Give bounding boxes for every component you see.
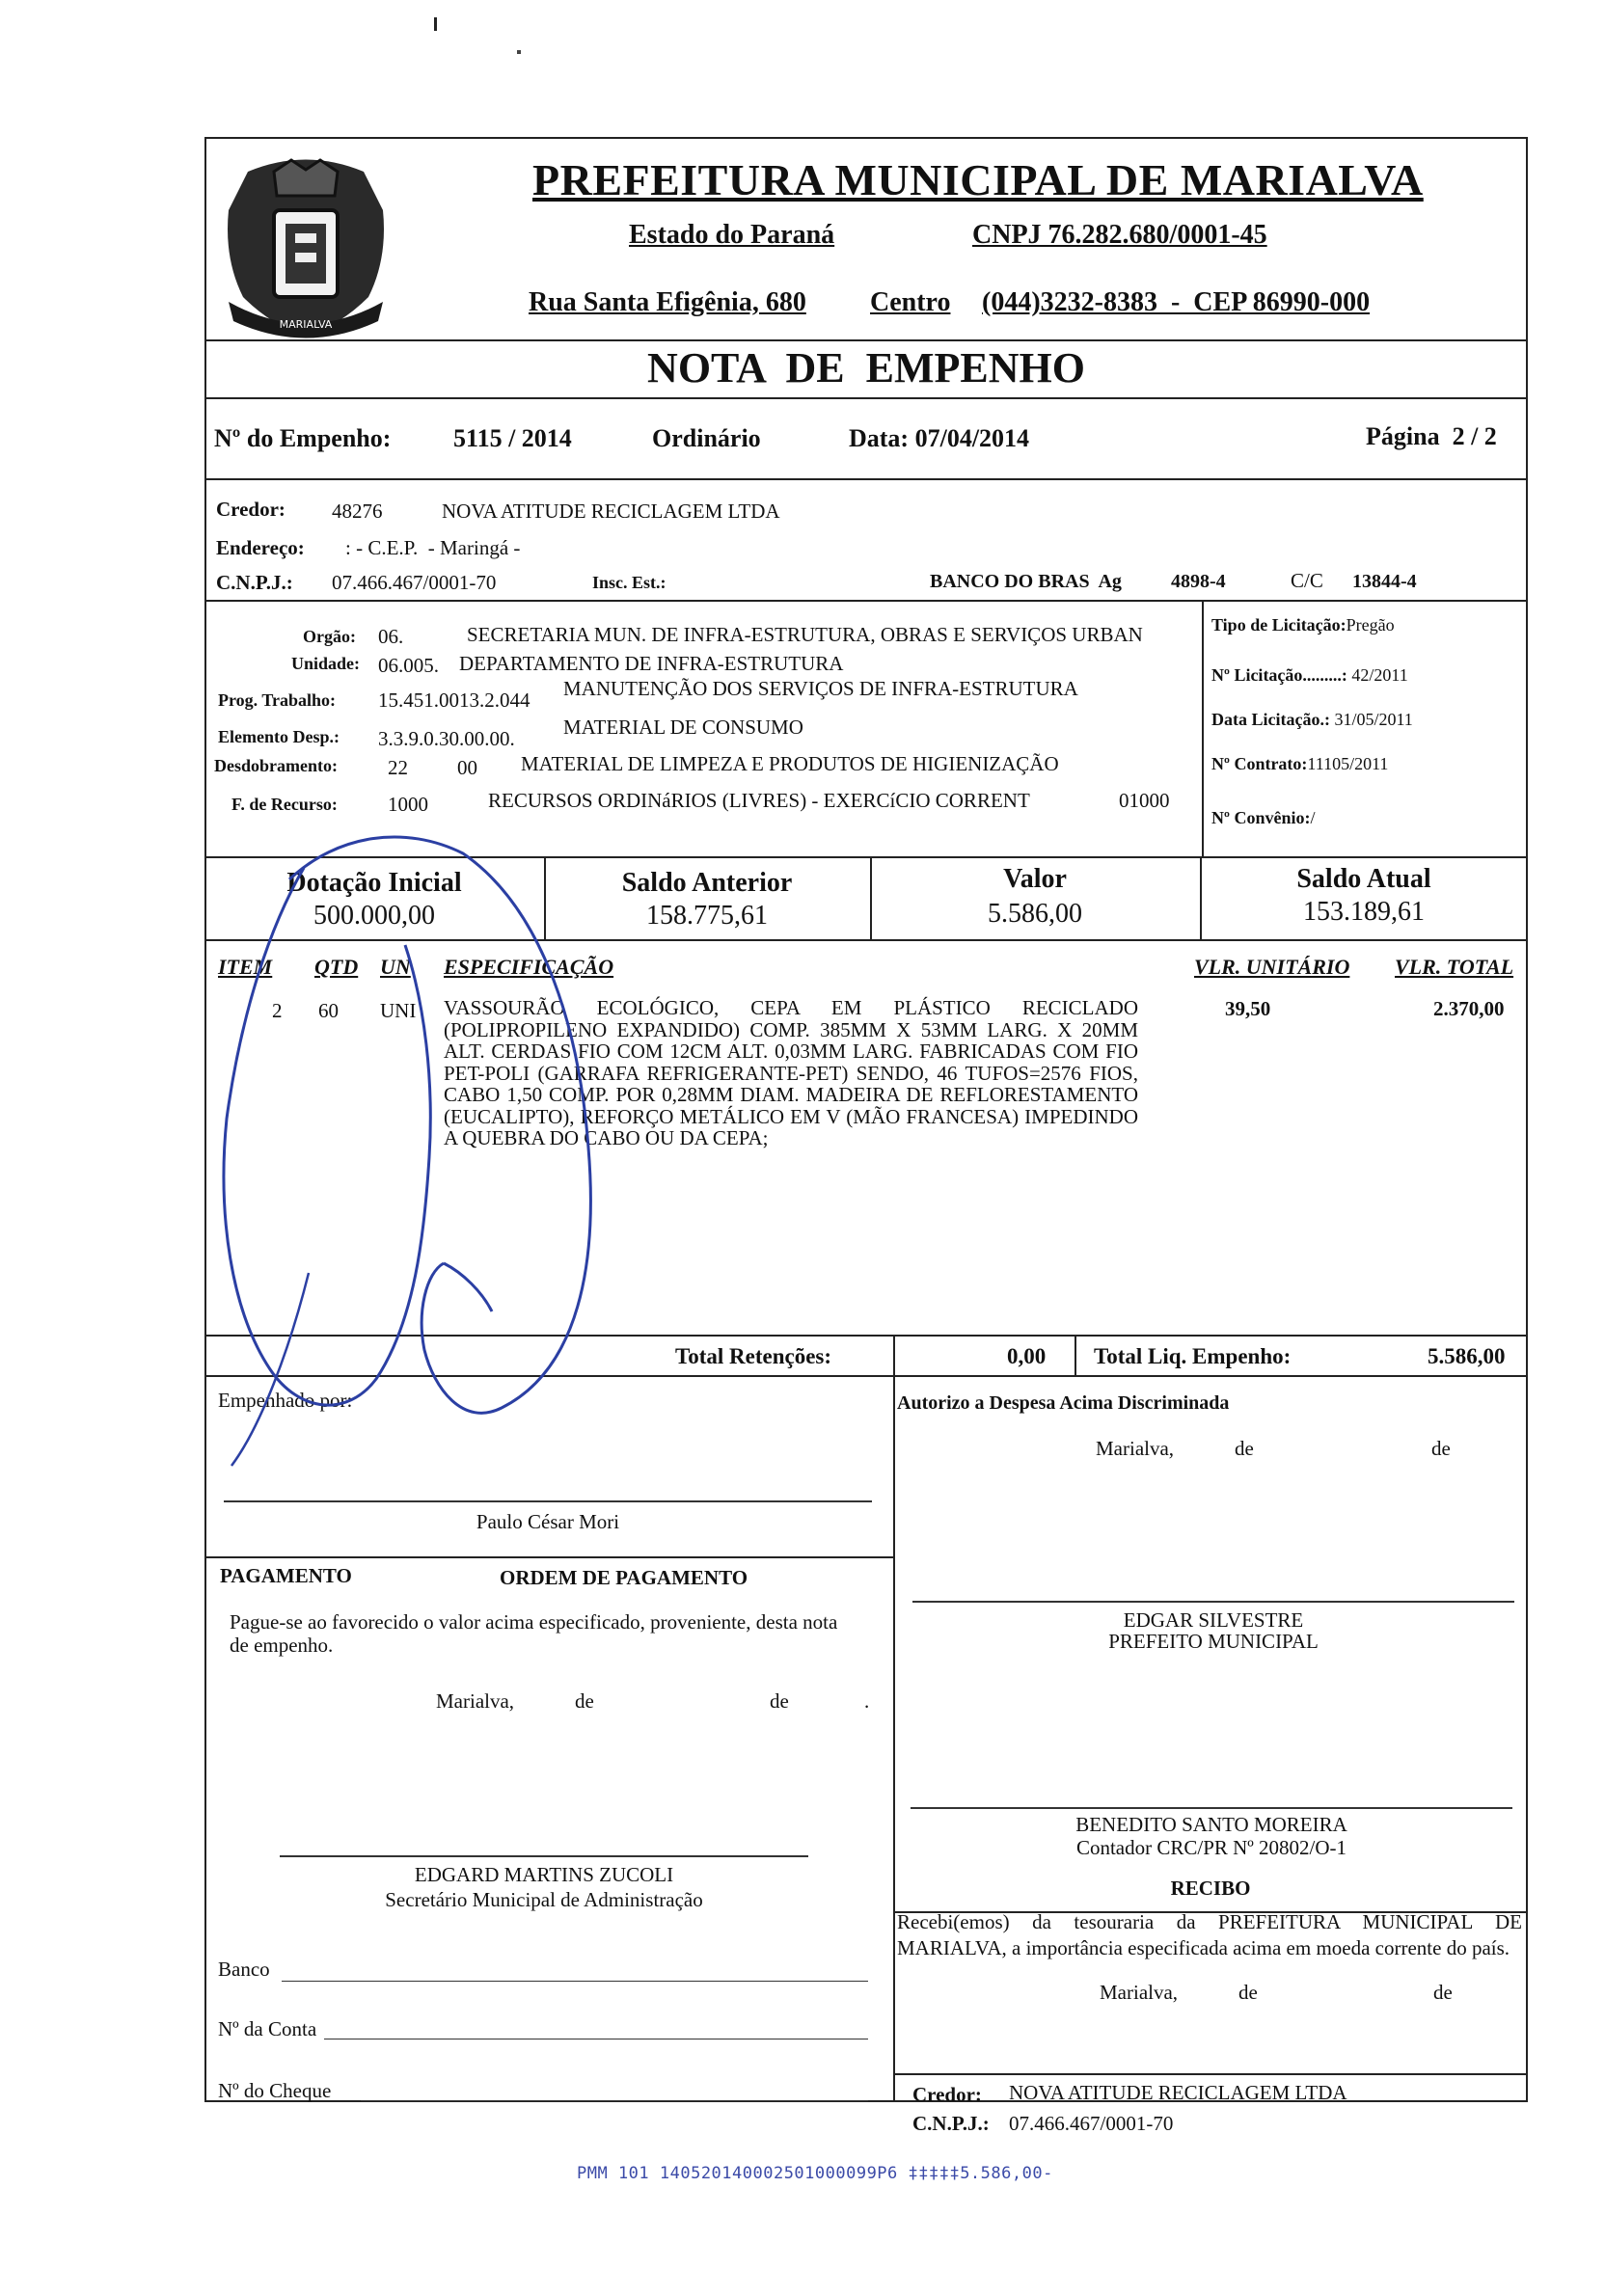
dotacao-inicial-value: 500.000,00 xyxy=(313,901,435,931)
valor-label: Valor xyxy=(1003,864,1067,894)
secretario-name: EDGARD MARTINS ZUCOLI xyxy=(414,1863,674,1886)
empenhado-label: Empenhado por: xyxy=(218,1389,353,1412)
col-header-espec: ESPECIFICAÇÃO xyxy=(444,955,614,979)
tipo-licitacao-label: Tipo de Licitação:Pregão xyxy=(1211,615,1395,635)
secretario-signature-line xyxy=(280,1855,808,1857)
fonte-recurso-code: 1000 xyxy=(388,793,428,816)
cnpj-value: 07.466.467/0001-70 xyxy=(332,571,497,594)
empenho-type: Ordinário xyxy=(652,424,761,452)
desdobramento-code: 22 xyxy=(388,756,408,779)
payment-stamp: PMM 101 140520140002501000099P6 ‡‡‡‡‡5.586,00- xyxy=(577,2164,1053,2183)
recibo-de1: de xyxy=(1238,1981,1258,2004)
valor-value: 5.586,00 xyxy=(988,899,1082,929)
header-cnpj: CNPJ 76.282.680/0001-45 xyxy=(972,220,1267,250)
contador-signature-line xyxy=(911,1807,1512,1809)
pagamento-city: Marialva, xyxy=(436,1689,515,1713)
bank-name: BANCO DO BRAS Ag xyxy=(930,571,1122,592)
total-liquido-label: Total Liq. Empenho: xyxy=(1094,1344,1292,1368)
pagamento-de2: de xyxy=(770,1689,789,1713)
header-title: PREFEITURA MUNICIPAL DE MARIALVA xyxy=(532,155,1424,204)
header-state: Estado do Paraná xyxy=(629,220,835,250)
autorizo-label: Autorizo a Despesa Acima Discriminada xyxy=(897,1392,1230,1414)
autorizo-de2: de xyxy=(1431,1437,1451,1460)
page-number: Página 2 / 2 xyxy=(1366,422,1497,450)
item-qtd: 60 xyxy=(318,999,339,1022)
recibo-label: RECIBO xyxy=(1170,1877,1251,1900)
conta-label: Nº da Conta xyxy=(218,2017,317,2040)
elemento-code: 3.3.9.0.30.00.00. xyxy=(378,727,515,750)
empenho-date: Data: 07/04/2014 xyxy=(849,424,1030,452)
item-vlr-unit: 39,50 xyxy=(1225,997,1271,1020)
recibo-text: Recebi(emos) da tesouraria da PREFEITURA MUNICIPAL DE MARIALVA, a importância especificada acima em moeda corrente do país. xyxy=(897,1910,1522,1959)
col-header-item: ITEM xyxy=(218,955,273,979)
unidade-code: 06.005. xyxy=(378,654,439,677)
bank-agency: 4898-4 xyxy=(1171,571,1226,592)
document-title: NOTA DE EMPENHO xyxy=(647,344,1085,392)
fonte-recurso-label: F. de Recurso: xyxy=(231,795,338,814)
endereco-label: Endereço: xyxy=(216,536,305,559)
orgao-name: SECRETARIA MUN. DE INFRA-ESTRUTURA, OBRAS E SERVIÇOS URBAN xyxy=(467,623,1143,646)
empenho-number: 5115 / 2014 xyxy=(453,424,572,452)
col-header-qtd: QTD xyxy=(314,955,359,979)
col-header-vlr-unit: VLR. UNITÁRIO xyxy=(1194,955,1350,979)
cc-label: C/C xyxy=(1291,569,1323,592)
credor-label: Credor: xyxy=(216,498,286,521)
banco-line xyxy=(282,1981,868,1982)
prog-trabalho-code: 15.451.0013.2.044 xyxy=(378,689,530,712)
data-licitacao-label: Data Licitação.: 31/05/2011 xyxy=(1211,710,1413,729)
dotacao-inicial-label: Dotação Inicial xyxy=(286,868,462,898)
total-retencoes-label: Total Retenções: xyxy=(675,1344,832,1368)
elemento-label: Elemento Desp.: xyxy=(218,727,340,746)
recibo-cnpj-label: C.N.P.J.: xyxy=(912,2112,990,2135)
handwritten-signature xyxy=(174,810,675,1504)
recibo-city: Marialva, xyxy=(1100,1981,1179,2004)
pagamento-dot: . xyxy=(864,1689,870,1713)
item-description: VASSOURÃO ECOLÓGICO, CEPA EM PLÁSTICO RECICLADO (POLIPROPILENO EXPANDIDO) COMP. 385MM X 53MM LARG. X 20MM ALT. CERDAS FIO COM 12CM ALT. 0,03MM LARG. FABRICADAS COM FIO PET-POLI (GARRAFA REFRIGERANTE-PET) SENDO, 46 TUFOS=2576 FIOS, CABO 1,50 COMP. POR 0,28MM DIAM. MADEIRA DE REFLORESTAMENTO (EUCALIPTO), REFORÇO METÁLICO EM V (MÃO FRANCESA) IMPEDINDO A QUEBRA DO CABO OU DA CEPA; xyxy=(444,996,1138,1149)
autorizo-city: Marialva, xyxy=(1096,1437,1175,1460)
cheque-label: Nº do Cheque xyxy=(218,2079,332,2102)
banco-label: Banco xyxy=(218,1958,270,1981)
autorizo-de1: de xyxy=(1235,1437,1254,1460)
num-convenio-label: Nº Convênio:/ xyxy=(1211,808,1316,827)
recibo-de2: de xyxy=(1433,1981,1453,2004)
header-district: Centro xyxy=(870,287,951,317)
fonte-recurso-name: RECURSOS ORDINáRIOS (LIVRES) - EXERCíCIO CORRENT xyxy=(488,789,1030,812)
credor-code: 48276 xyxy=(332,500,383,523)
col-header-un: UN xyxy=(380,955,411,979)
saldo-anterior-label: Saldo Anterior xyxy=(621,868,793,898)
saldo-anterior-value: 158.775,61 xyxy=(646,901,768,931)
ordem-pagamento-label: ORDEM DE PAGAMENTO xyxy=(500,1566,748,1589)
saldo-atual-label: Saldo Atual xyxy=(1296,864,1431,894)
item-un: UNI xyxy=(380,999,417,1022)
total-liquido-value: 5.586,00 xyxy=(1428,1344,1506,1368)
endereco-value: : - C.E.P. - Maringá - xyxy=(345,536,521,559)
elemento-name: MATERIAL DE CONSUMO xyxy=(563,716,803,739)
header-phone-cep: (044)3232-8383 - CEP 86990-000 xyxy=(982,287,1371,317)
col-header-vlr-total: VLR. TOTAL xyxy=(1395,955,1514,979)
prefeito-role: PREFEITO MUNICIPAL xyxy=(1108,1630,1319,1653)
recibo-cnpj-value: 07.466.467/0001-70 xyxy=(1009,2112,1174,2135)
prog-trabalho-name: MANUTENÇÃO DOS SERVIÇOS DE INFRA-ESTRUTURA xyxy=(563,677,1078,700)
contador-role: Contador CRC/PR Nº 20802/O-1 xyxy=(1075,1836,1347,1859)
num-contrato-label: Nº Contrato:11105/2011 xyxy=(1211,754,1389,773)
prefeito-name: EDGAR SILVESTRE xyxy=(1123,1608,1304,1632)
unidade-name: DEPARTAMENTO DE INFRA-ESTRUTURA xyxy=(459,652,844,675)
pagamento-de1: de xyxy=(575,1689,594,1713)
num-licitacao-label: Nº Licitação.........: 42/2011 xyxy=(1211,665,1408,685)
insc-est-label: Insc. Est.: xyxy=(592,573,666,592)
total-retencoes-value: 0,00 xyxy=(1007,1344,1047,1368)
unidade-label: Unidade: xyxy=(291,654,361,673)
cc-value: 13844-4 xyxy=(1352,571,1417,592)
secretario-role: Secretário Municipal de Administração xyxy=(385,1888,703,1911)
saldo-atual-value: 153.189,61 xyxy=(1303,897,1425,927)
empenho-label: Nº do Empenho: xyxy=(214,424,392,452)
empenhado-name: Paulo César Mori xyxy=(476,1510,620,1533)
cheque-line xyxy=(361,2100,868,2101)
desdobramento-name: MATERIAL DE LIMPEZA E PRODUTOS DE HIGIENIZAÇÃO xyxy=(521,752,1059,775)
pagamento-label: PAGAMENTO xyxy=(220,1564,352,1587)
orgao-label: Orgão: xyxy=(303,627,356,646)
seal-text: MARIALVA xyxy=(279,318,333,331)
desdobramento-label: Desdobramento: xyxy=(214,756,338,775)
orgao-code: 06. xyxy=(378,625,404,648)
recibo-credor-label: Credor: xyxy=(912,2083,982,2106)
item-number: 2 xyxy=(272,999,283,1022)
prefeito-signature-line xyxy=(912,1601,1514,1603)
fonte-recurso-sub: 01000 xyxy=(1119,789,1170,812)
header-address: Rua Santa Efigênia, 680 xyxy=(529,287,806,317)
contador-name: BENEDITO SANTO MOREIRA xyxy=(1075,1813,1347,1836)
scan-mark xyxy=(434,17,437,31)
cnpj-label: C.N.P.J.: xyxy=(216,571,293,594)
credor-name: NOVA ATITUDE RECICLAGEM LTDA xyxy=(442,500,780,523)
item-vlr-total: 2.370,00 xyxy=(1433,997,1505,1020)
desdobramento-sub: 00 xyxy=(457,756,477,779)
recibo-credor-value: NOVA ATITUDE RECICLAGEM LTDA xyxy=(1009,2081,1347,2104)
pagamento-text: Pague-se ao favorecido o valor acima especificado, proveniente, desta nota de empenho. xyxy=(230,1610,838,1657)
scan-mark xyxy=(517,50,521,54)
prog-trabalho-label: Prog. Trabalho: xyxy=(218,690,337,710)
